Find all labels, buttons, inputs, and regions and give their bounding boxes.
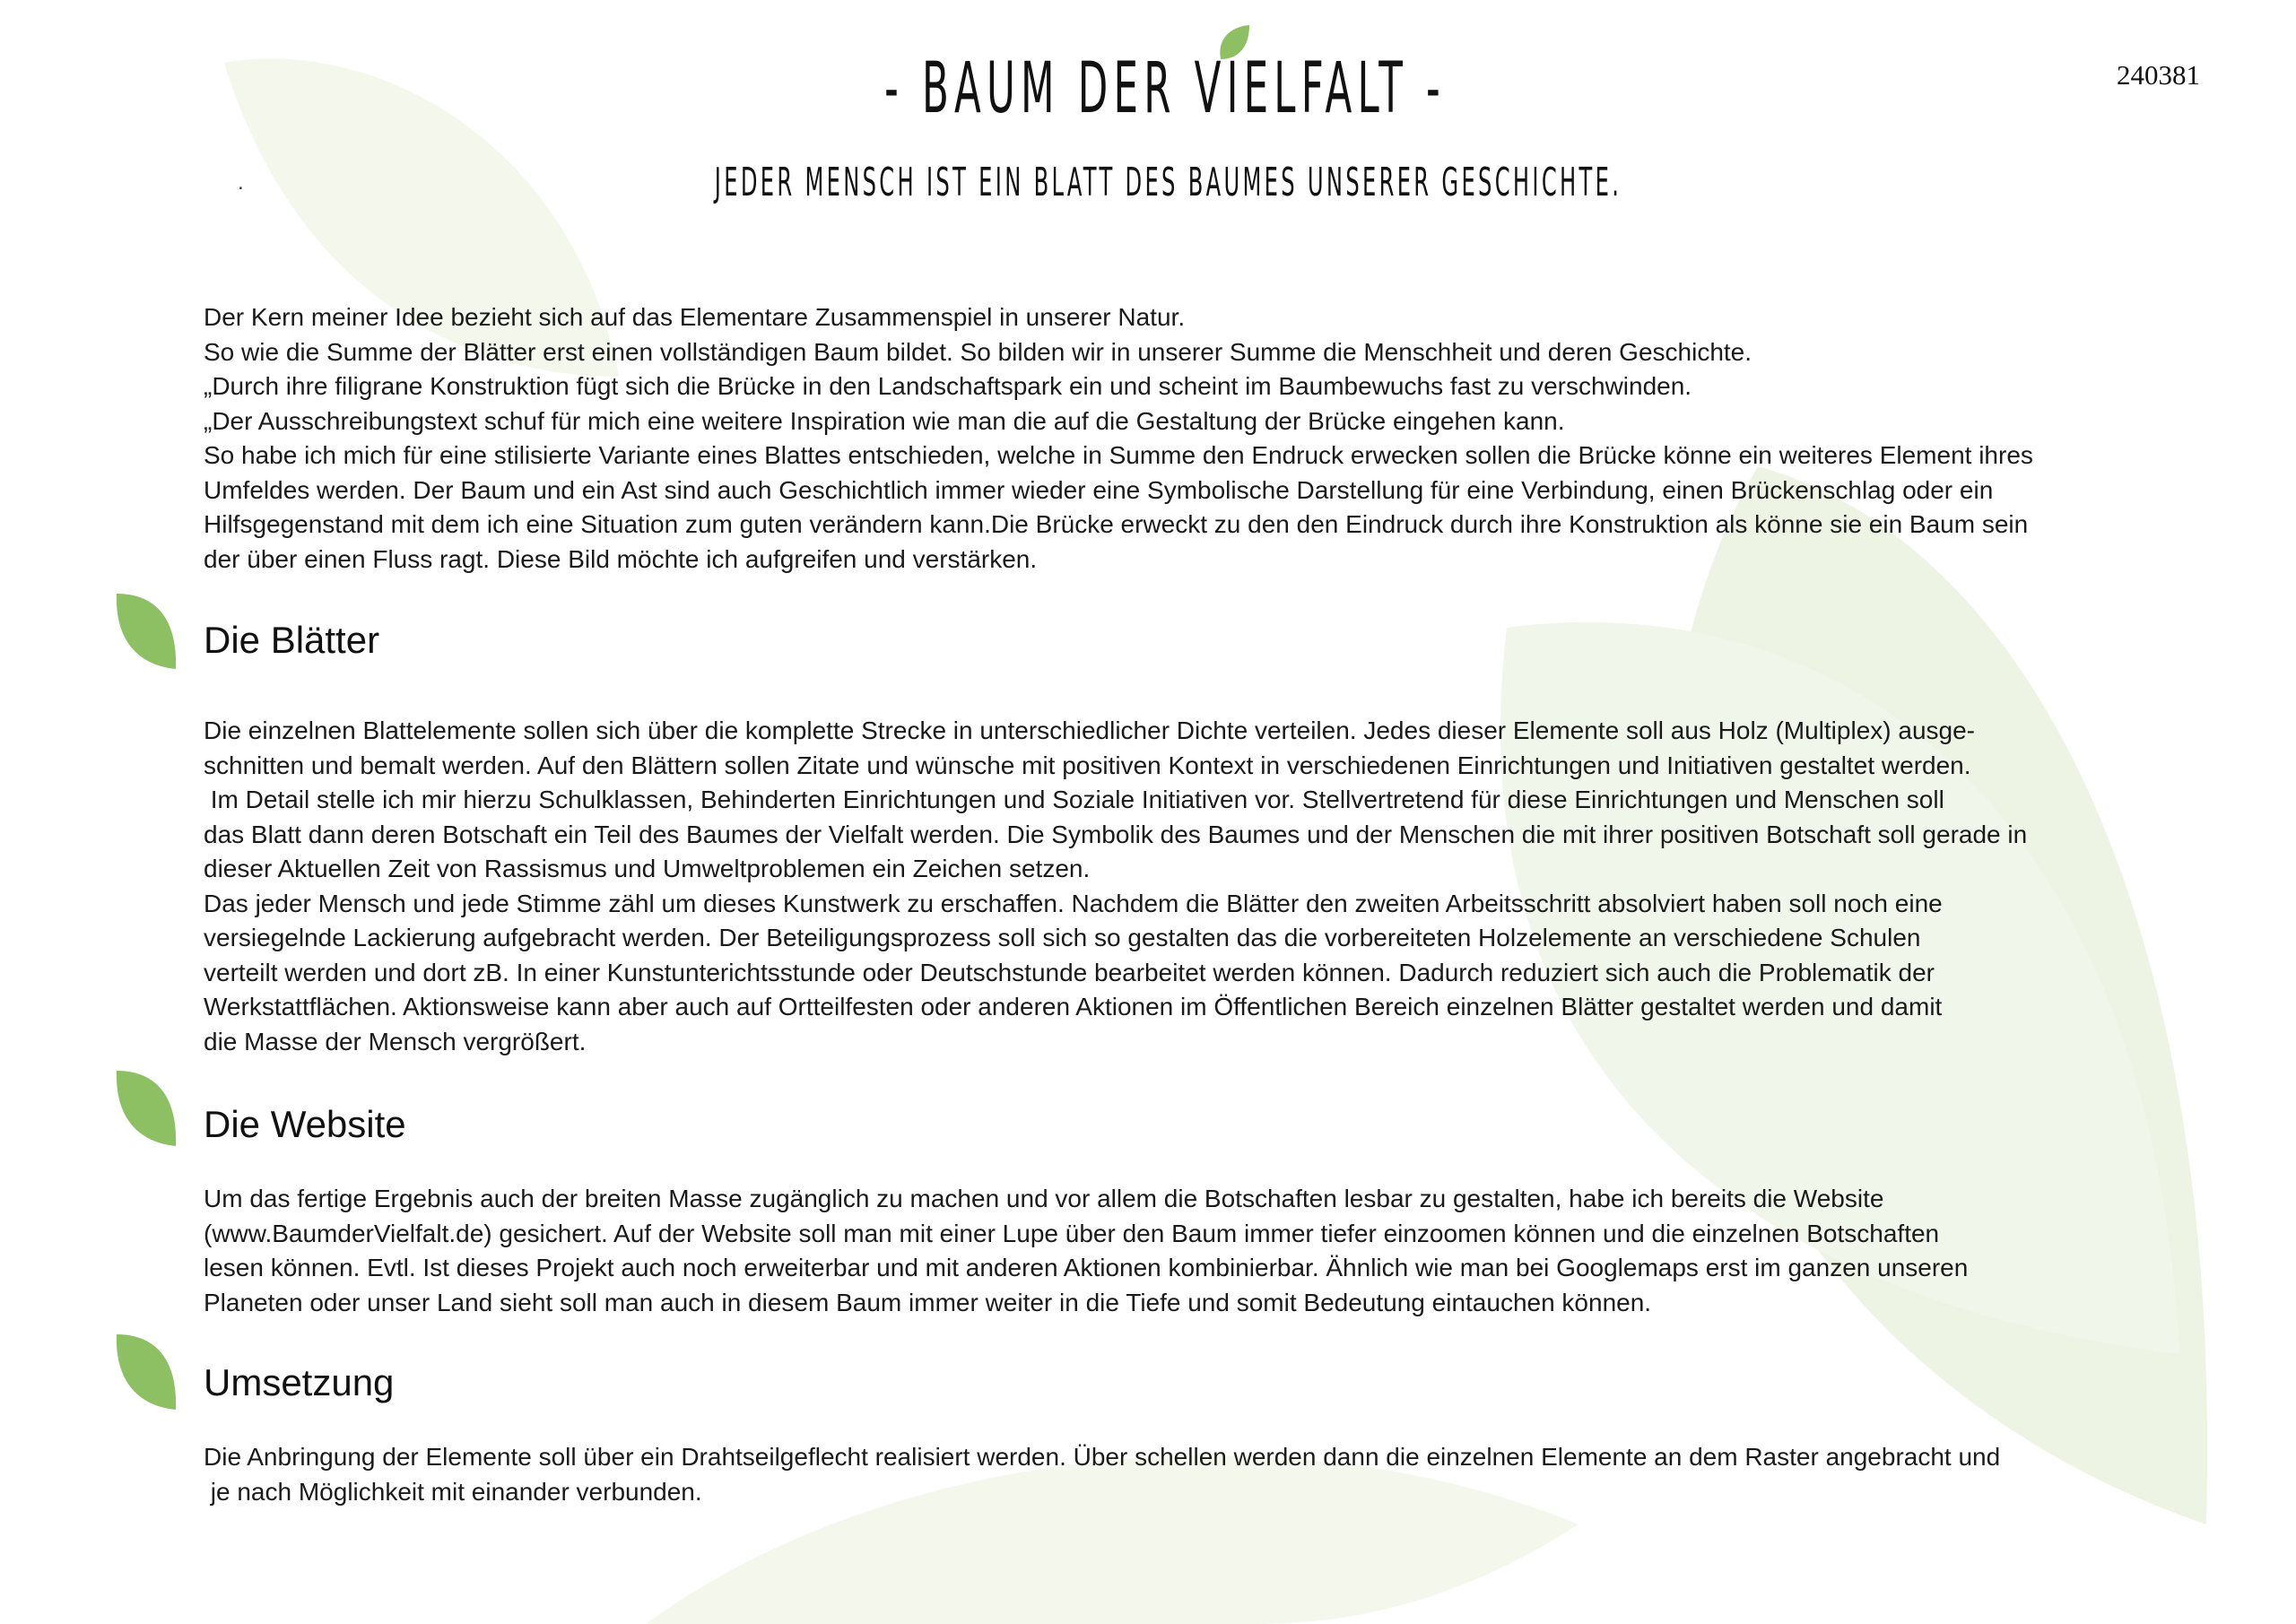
blaetter-line: das Blatt dann deren Botschaft ein Teil des Baumes der Vielfalt werden. Die Symbolik des Baumes und der Menschen die mit ihrer positiven Botschaft soll gerade in [204,820,2028,848]
page-title: - BAUM DER VIELFALT - [884,48,1446,129]
blaetter-line: schnitten und bemalt werden. Auf den Blättern sollen Zitate und wünsche mit positiven Kontext in verschiedenen Einrichtungen und Initiativen gestaltet werden. [204,751,1971,779]
intro-line: „Durch ihre filigrane Konstruktion fügt sich die Brücke in den Landschaftspark ein und scheint im Baumbewuchs fast zu verschwinden. [204,372,1692,400]
section-leaf-icon [113,1067,179,1150]
intro-line: Umfeldes werden. Der Baum und ein Ast sind auch Geschichtlich immer wieder eine Symbolische Darstellung für eine Verbindung, einen Brückenschlag oder ein [204,475,1994,504]
blaetter-line: Im Detail stelle ich mir hierzu Schulklassen, Behinderten Einrichtungen und Soziale Initiativen vor. Stellvertretend für diese Einrichtungen und Menschen soll [204,786,1944,813]
document-number: 240381 [2117,59,2200,91]
website-line: lesen können. Evtl. Ist dieses Projekt auch noch erweiterbar und mit anderen Aktionen kombinierbar. Ähnlich wie man bei Googlemaps erst im ganzen unseren [204,1254,1969,1281]
intro-paragraph [204,300,2204,577]
page-subtitle: JEDER MENSCH IST EIN BLATT DES BAUMES UNSERER GESCHICHTE. [714,160,1622,205]
intro-line: „Der Ausschreibungstext schuf für mich eine weitere Inspiration wie man die auf die Gestaltung der Brücke eingehen kann. [204,406,1565,435]
website-line: (www.BaumderVielfalt.de) gesichert. Auf der Website soll man mit einer Lupe über den Baum immer tiefer einzoomen können und die einzelnen Botschaften [204,1219,1940,1247]
blaetter-line: Werkstattflächen. Aktionsweise kann aber auch auf Ortteilfesten oder anderen Aktionen im Öffentlichen Bereich einzelnen Blätter gestaltet werden und damit [204,993,1943,1020]
section-heading-blaetter: Die Blätter [204,619,380,661]
blaetter-line: versiegelnde Lackierung aufgebracht werden. Der Beteiligungsprozess soll sich so gestalten das die vorbereiteten Holzelemente an verschiedene Schulen [204,924,1921,951]
section-leaf-icon [113,1331,179,1413]
section-paragraph-blaetter [204,714,2204,1059]
umsetzung-line: je nach Möglichkeit mit einander verbunden. [204,1477,702,1506]
website-line: Planeten oder unser Land sieht soll man auch in diesem Baum immer weiter in die Tiefe und somit Bedeutung eintauchen können. [204,1288,1652,1316]
blaetter-line: die Masse der Mensch vergrößert. [204,1027,587,1055]
intro-line: der über einen Fluss ragt. Diese Bild möchte ich aufgreifen und verstärken. [204,544,1038,573]
section-heading-umsetzung: Umsetzung [204,1361,395,1403]
intro-line: So wie die Summe der Blätter erst einen vollständigen Baum bildet. So bilden wir in unserer Summe die Menschheit und deren Geschichte. [204,337,1752,366]
blaetter-line: verteilt werden und dort zB. In einer Kunstunterichtsstunde oder Deutschstunde bearbeitet werden können. Dadurch reduziert sich auch die Problematik der [204,958,1935,986]
blaetter-line: Die einzelnen Blattelemente sollen sich über die komplette Strecke in unterschiedlicher Dichte verteilen. Jedes dieser Elemente soll aus Holz (Multiplex) ausge- [204,716,1975,744]
intro-line: Der Kern meiner Idee bezieht sich auf das Elementare Zusammenspiel in unserer Natur. [204,303,1186,331]
blaetter-line: dieser Aktuellen Zeit von Rassismus und Umweltproblemen ein Zeichen setzen. [204,855,1091,882]
blaetter-line: Das jeder Mensch und jede Stimme zähl um dieses Kunstwerk zu erschaffen. Nachdem die Blätter den zweiten Arbeitsschritt absolviert haben soll noch eine [204,889,1943,917]
intro-line: Hilfsgegenstand mit dem ich eine Situation zum guten verändern kann.Die Brücke erweckt zu den den Eindruck durch ihre Konstruktion als könne sie ein Baum sein [204,510,2029,538]
stray-mark: . [238,170,244,195]
section-leaf-icon [113,590,179,673]
website-line: Um das fertige Ergebnis auch der breiten Masse zugänglich zu machen und vor allem die Botschaften lesbar zu gestalten, habe ich bereits die Website [204,1185,1884,1212]
section-paragraph-website [204,1182,2204,1320]
section-heading-website: Die Website [204,1103,406,1145]
section-paragraph-umsetzung [204,1440,2204,1509]
umsetzung-line: Die Anbringung der Elemente soll über ein Drahtseilgeflecht realisiert werden. Über schellen werden dann die einzelnen Elemente an dem Raster angebracht und [204,1443,2001,1471]
intro-line: So habe ich mich für eine stilisierte Variante eines Blattes entschieden, welche in Summe den Endruck erwecken sollen die Brücke könne ein weiteres Element ihres [204,441,2033,469]
